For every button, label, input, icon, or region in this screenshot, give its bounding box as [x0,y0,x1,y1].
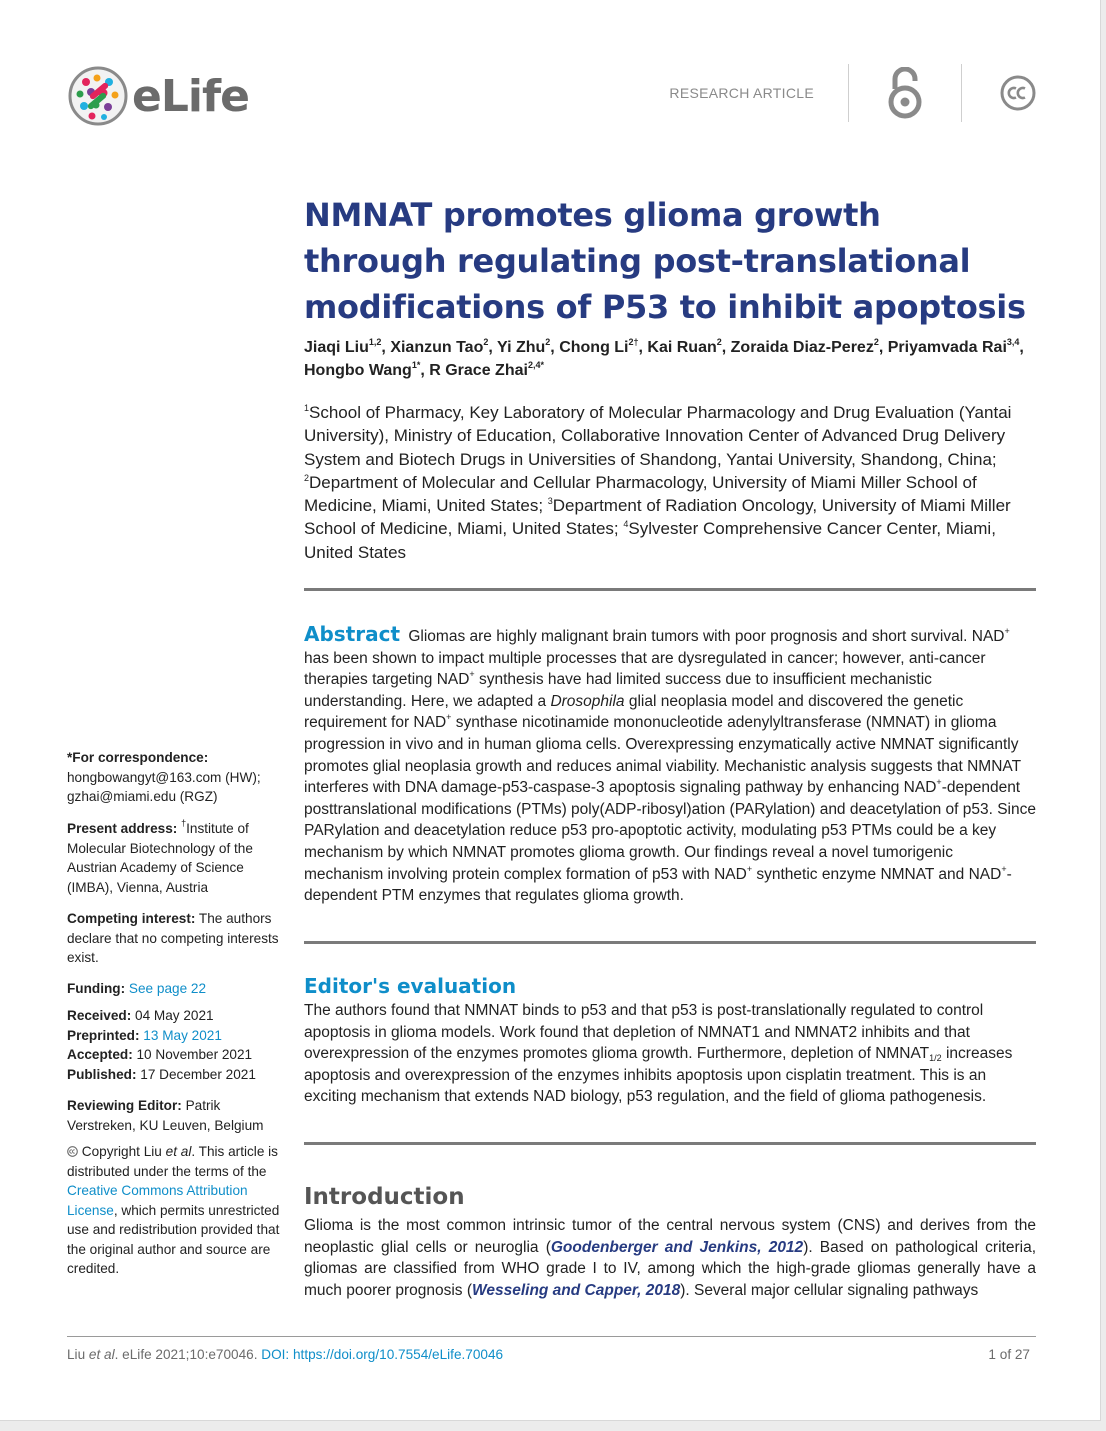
author-separator: , [550,339,560,356]
affil-number: 2 [304,472,310,483]
published-label: Published: [67,1066,137,1082]
footer-cite-text: . eLife 2021;10:e70046. [114,1347,262,1362]
abstract-text: -dependent PTM enzymes that regulates glioma growth. [304,865,1012,905]
affil-text: Sylvester Comprehensive Cancer Center, Miami, United States [304,519,996,562]
article-header-meta [669,62,1036,124]
footer-citation [67,1347,503,1362]
superscript-plus: + [1004,626,1010,636]
open-access-lock-icon[interactable] [887,67,923,119]
author-affil-mark: 2 [483,337,489,347]
section-divider [304,1142,1036,1145]
evaluation-text: increases apoptosis and overexpression of the enzymes inhibits apoptosis upon cisplatin treatment. This is an exciting mechanism that extends NAD biology, p53 regulation, and the field of glioma pathogenesis. [304,1045,1013,1106]
reviewing-editor-block [67,1096,287,1135]
accepted-label: Accepted: [67,1047,133,1062]
accepted-date: 10 November 2021 [132,1047,253,1062]
funding-link[interactable]: See page 22 [128,981,207,996]
author-affil-mark: 2 [716,337,722,347]
present-address-text: Institute of Molecular Biotechnology of the Austrian Academy of Science (IMBA), Vienna, Austria [67,821,253,895]
footer-etal: et al [88,1347,115,1362]
copyright-block [67,1142,287,1279]
competing-interest-block [67,909,287,968]
author-affil-mark: 2 [545,337,551,347]
author-separator: , [420,362,430,379]
article-title [304,192,1064,330]
affil-text: School of Pharmacy, Key Laboratory of Molecular Pharmacology and Drug Evaluation (Yantai University), Ministry of Education, Collaborative Innovation Center of Advanced Drug Delivery System and Biotech Drugs in Universities of Shandong, Yantai University, Shandong, China; [304,403,1012,469]
copyright-text: , which permits unrestricted use and redistribution provided that the original author and source are credited. [67,1202,280,1276]
author-separator: , [1019,339,1024,356]
competing-interest-text: The authors declare that no competing interests exist. [67,911,279,965]
abstract-text: synthase nicotinamide mononucleotide adenylyltransferase (NMNAT) in glioma progression in vivo and in human glioma cells. Overexpressing enzymatically active NMNAT significantly promotes glial neoplasia growth and reduces animal viability. Mechanistic analysis suggests that NMNAT interferes with DNA damage-p53-caspase-3 apoptosis signaling pathway by enhancing NAD [304,714,1021,797]
affil-number: 3 [547,496,553,507]
copyright-text: Copyright Liu [78,1144,166,1159]
author-affil-mark: 2,4* [527,360,544,370]
author-separator: , [721,339,731,356]
abstract-text: glial neoplasia model and discovered the genetic requirement for NAD [304,692,964,732]
abstract-text: synthetic enzyme NMNAT and NAD [752,865,1002,883]
evaluation-text: The authors found that NMNAT binds to p53 and that p53 is post-translationally regulated to control apoptosis in glioma models. Work found that depletion of NMNAT1 and NMNAT2 inhibits and that overexpression of the enzymes promotes glioma growth. Furthermore, depletion of NMNAT [304,1002,984,1063]
section-divider [304,941,1036,944]
superscript-plus: + [446,712,452,723]
author-affil-mark: 2 [873,337,879,347]
abstract-text: has been shown to impact multiple processes that are dysregulated in cancer; however, anti-cancer therapies targeting NAD [304,649,986,689]
author-separator: , [638,339,648,356]
author-name[interactable]: Kai Ruan [647,339,717,356]
section-divider [304,588,1036,591]
abstract-heading: Abstract [304,622,401,646]
abstract-section [304,624,1036,907]
superscript-plus: + [746,863,753,874]
affil-number: 1 [304,403,310,413]
present-address-label: Present address: [67,821,182,836]
doi-link[interactable]: DOI: https://doi.org/10.7554/eLife.70046 [261,1347,504,1362]
copyright-etal: et al [165,1144,192,1159]
elife-logo[interactable] [68,66,249,126]
introduction-text [304,1215,1036,1301]
author-name[interactable]: Priyamvada Rai [887,339,1007,356]
author-name[interactable]: Yi Zhu [496,339,546,356]
page-number: 1 of 27 [988,1347,1030,1362]
author-separator: , [878,339,888,356]
author-separator: , [381,339,391,356]
correspondence-block [67,748,287,807]
elife-logo-icon [68,66,128,126]
title-line: through regulating post-translational [304,242,971,280]
intro-text: ). Based on pathological criteria, gliomas are classified from WHO grade I to IV, among which the high-grade gliomas generally have a much poorer prognosis ( [304,1238,1037,1299]
author-affil-mark: 2† [628,337,639,347]
published-date: 17 December 2021 [136,1066,256,1082]
author-list [304,336,1044,382]
author-name[interactable]: Zoraida Diaz-Perez [730,339,874,356]
affil-text: Department of Molecular and Cellular Pharmacology, University of Miami Miller School of Medicine, Miami, United States; [304,472,977,516]
correspondence-email[interactable]: gzhai@miami.edu (RGZ) [67,789,218,804]
author-name[interactable]: Jiaqi Liu [304,339,369,356]
correspondence-label: *For correspondence: [67,750,209,765]
footer-cite-text: Liu [67,1347,89,1362]
author-name[interactable]: Hongbo Wang [304,362,412,379]
title-line: NMNAT promotes glioma growth [304,196,881,234]
footer-divider [67,1336,1036,1337]
preprinted-date-link[interactable]: 13 May 2021 [143,1027,222,1043]
affiliations [304,401,1044,564]
reviewing-editor-text: Patrik Verstreken, KU Leuven, Belgium [67,1098,264,1133]
header-divider [848,64,849,122]
author-name[interactable]: R Grace Zhai [429,362,528,379]
author-affil-mark: 1,2 [368,337,382,347]
editors-evaluation-heading: Editor's evaluation [304,974,517,998]
superscript-plus: + [469,669,475,680]
species-name: Drosophila [550,692,625,710]
abstract-text: synthesis have had limited success due to insufficient mechanistic understanding. Here, we adapted a [304,671,932,710]
author-name[interactable]: Chong Li [559,339,629,356]
superscript-plus: + [936,777,942,788]
dates-block [67,1006,287,1084]
affil-text: Department of Radiation Oncology, University of Miami Miller School of Medicine, Miami, United States; [304,496,1011,539]
article-type-label: RESEARCH ARTICLE [669,85,814,101]
present-address-block [67,819,287,897]
citation-link[interactable]: Wesseling and Capper, 2018 [472,1281,681,1299]
author-name[interactable]: Xianzun Tao [390,339,484,356]
header-divider [961,64,962,122]
received-label: Received: [67,1008,132,1023]
funding-label: Funding: [67,981,126,996]
affil-number: 4 [623,519,629,530]
citation-link[interactable]: Goodenberger and Jenkins, 2012 [550,1238,804,1256]
author-affil-mark: 1* [411,360,421,370]
cc-small-icon [67,1146,78,1157]
dagger-mark: † [181,818,187,828]
cc-license-link[interactable]: Creative Commons Attribution License [67,1183,248,1218]
received-date: 04 May 2021 [131,1008,214,1023]
author-separator: , [488,339,497,356]
abstract-text: -dependent posttranslational modifications (PTMs) poly(ADP-ribosyl)ation (PARylation) and deacetylation of p53. Since PARylation and deacetylation reduce p53 pro-apoptotic activity, modulating p53 PTMs could be a key mechanism by which NMNAT promotes glioma growth. Our findings reveal a novel tumorigenic mechanism involving protein complex formation of p53 with NAD [304,779,1036,883]
funding-block [67,979,287,999]
copyright-text: . This article is distributed under the terms of the [67,1144,278,1179]
correspondence-email[interactable]: hongbowangyt@163.com (HW); [67,769,261,785]
editors-evaluation-text [304,1000,1036,1108]
title-line: modifications of P53 to inhibit apoptosis [304,288,1026,326]
introduction-heading: Introduction [304,1184,465,1210]
preprinted-label: Preprinted: [67,1027,140,1043]
creative-commons-icon[interactable] [1000,75,1036,111]
subscript: 1/2 [929,1053,942,1064]
intro-text: ). Several major cellular signaling pathways [680,1281,979,1299]
superscript-plus: + [1001,863,1007,874]
intro-text: Glioma is the most common intrinsic tumor of the central nervous system (CNS) and derives from the neoplastic glial cells or neuroglia ( [304,1217,1036,1256]
abstract-text: Gliomas are highly malignant brain tumors with poor prognosis and short survival. NAD [404,628,1005,645]
competing-interest-label: Competing interest: [67,911,196,926]
author-affil-mark: 3,4 [1006,337,1020,347]
elife-logo-text: eLife [132,70,249,122]
reviewing-editor-label: Reviewing Editor: [67,1098,182,1113]
